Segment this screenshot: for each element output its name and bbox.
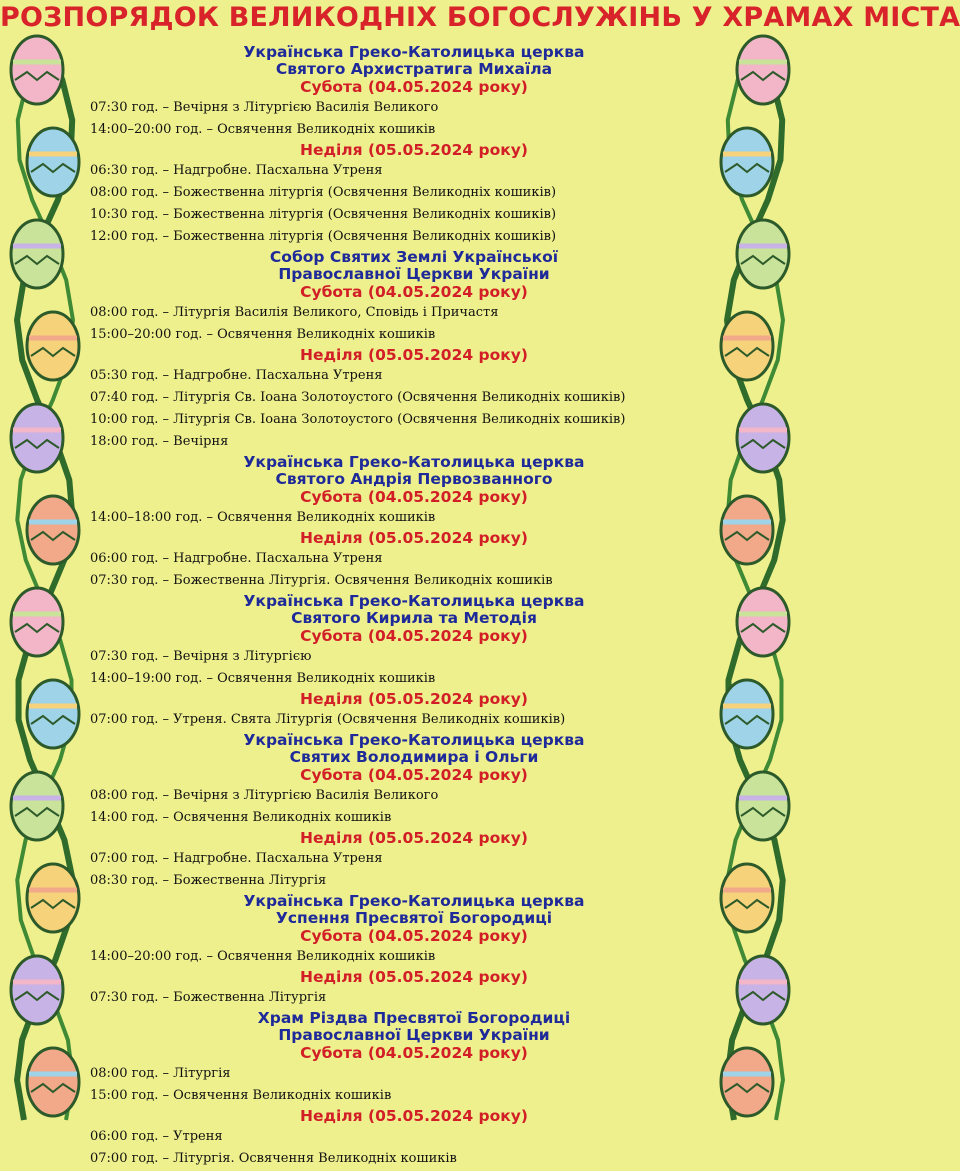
church-section xyxy=(90,593,738,731)
church-section xyxy=(90,1010,738,1170)
day-heading: Неділя (05.05.2024 року) xyxy=(299,141,528,159)
day-heading: Субота (04.05.2024 року) xyxy=(300,927,528,945)
day-heading: Субота (04.05.2024 року) xyxy=(300,283,528,301)
day-heading: Неділя (05.05.2024 року) xyxy=(299,346,528,364)
church-name: Храм Різдва Пресвятої Богородиці xyxy=(257,1009,571,1027)
service-entry: 08:30 год. – Божественна Літургія xyxy=(90,873,327,888)
service-entry: 15:00–20:00 год. – Освячення Великодніх кошиків xyxy=(90,327,436,342)
service-entry: 07:30 год. – Вечірня з Літургією Василія Великого xyxy=(90,100,439,115)
day-heading: Субота (04.05.2024 року) xyxy=(300,488,528,506)
service-entry: 15:00 год. – Освячення Великодніх кошиків xyxy=(90,1088,392,1103)
service-entry: 14:00–19:00 год. – Освячення Великодніх кошиків xyxy=(90,671,436,686)
service-entry: 06:30 год. – Надгробне. Пасхальна Утреня xyxy=(90,163,383,178)
service-entry: 07:30 год. – Вечірня з Літургією xyxy=(90,649,312,664)
service-entry: 07:30 год. – Божественна Літургія. Освячення Великодніх кошиків xyxy=(90,573,553,588)
day-heading: Неділя (05.05.2024 року) xyxy=(299,829,528,847)
service-entry: 06:00 год. – Утреня xyxy=(90,1129,223,1144)
church-name: Українська Греко-Католицька церква xyxy=(243,592,585,610)
day-heading: Неділя (05.05.2024 року) xyxy=(299,529,528,547)
page-title: РОЗПОРЯДОК ВЕЛИКОДНІХ БОГОСЛУЖІНЬ У ХРАМАХ МІСТА xyxy=(0,2,960,33)
day-heading: Неділя (05.05.2024 року) xyxy=(299,690,528,708)
day-heading: Субота (04.05.2024 року) xyxy=(300,78,528,96)
day-heading: Неділя (05.05.2024 року) xyxy=(299,968,528,986)
easter-egg-border-left xyxy=(0,40,90,1132)
service-entry: 08:00 год. – Літургія Василія Великого, Сповідь і Причастя xyxy=(90,305,499,320)
service-entry: 12:00 год. – Божественна літургія (Освячення Великодніх кошиків) xyxy=(90,229,557,244)
church-name: Успення Пресвятої Богородиці xyxy=(275,909,553,927)
church-name: Українська Греко-Католицька церква xyxy=(243,453,585,471)
church-name: Українська Греко-Католицька церква xyxy=(243,731,585,749)
service-entry: 10:30 год. – Божественна літургія (Освячення Великодніх кошиків) xyxy=(90,207,557,222)
church-section xyxy=(90,893,738,1009)
day-heading: Субота (04.05.2024 року) xyxy=(300,766,528,784)
service-entry: 07:30 год. – Божественна Літургія xyxy=(90,990,327,1005)
schedule xyxy=(90,44,738,1171)
church-name: Православної Церкви України xyxy=(278,1026,550,1044)
service-entry: 07:00 год. – Надгробне. Пасхальна Утреня xyxy=(90,851,383,866)
church-name: Українська Греко-Католицька церква xyxy=(243,892,585,910)
service-entry: 08:00 год. – Вечірня з Літургією Василія Великого xyxy=(90,788,439,803)
day-heading: Субота (04.05.2024 року) xyxy=(300,627,528,645)
service-entry: 14:00–18:00 год. – Освячення Великодніх кошиків xyxy=(90,510,436,525)
service-entry: 18:00 год. – Вечірня xyxy=(90,434,229,449)
church-name: Православної Церкви України xyxy=(278,265,550,283)
church-name: Собор Святих Землі Української xyxy=(269,248,559,266)
service-entry: 07:40 год. – Літургія Св. Іоана Золотоустого (Освячення Великодніх кошиків) xyxy=(90,390,626,405)
service-entry: 07:00 год. – Утреня. Свята Літургія (Освячення Великодніх кошиків) xyxy=(90,712,566,727)
service-entry: 08:00 год. – Божественна літургія (Освячення Великодніх кошиків) xyxy=(90,185,557,200)
church-name: Святого Кирила та Методія xyxy=(291,609,537,627)
service-entry: 10:00 год. – Літургія Св. Іоана Золотоустого (Освячення Великодніх кошиків) xyxy=(90,412,626,427)
easter-egg-vine-icon xyxy=(0,40,90,1132)
service-entry: 14:00–20:00 год. – Освячення Великодніх кошиків xyxy=(90,122,436,137)
day-heading: Субота (04.05.2024 року) xyxy=(300,1044,528,1062)
day-heading: Неділя (05.05.2024 року) xyxy=(299,1107,528,1125)
church-name: Українська Греко-Католицька церква xyxy=(243,43,585,61)
church-name: Святого Архистратига Михаїла xyxy=(275,60,553,78)
service-entry: 06:00 год. – Надгробне. Пасхальна Утреня xyxy=(90,551,383,566)
church-section xyxy=(90,732,738,892)
church-section xyxy=(90,44,738,248)
service-entry: 14:00 год. – Освячення Великодніх кошиків xyxy=(90,810,392,825)
service-entry: 08:00 год. – Літургія xyxy=(90,1066,231,1081)
service-entry: 05:30 год. – Надгробне. Пасхальна Утреня xyxy=(90,368,383,383)
church-name: Святих Володимира і Ольги xyxy=(289,748,539,766)
service-entry: 07:00 год. – Літургія. Освячення Великодніх кошиків xyxy=(90,1151,457,1166)
church-section xyxy=(90,454,738,592)
church-section xyxy=(90,249,738,453)
service-entry: 14:00–20:00 год. – Освячення Великодніх кошиків xyxy=(90,949,436,964)
church-name: Святого Андрія Первозванного xyxy=(275,470,553,488)
